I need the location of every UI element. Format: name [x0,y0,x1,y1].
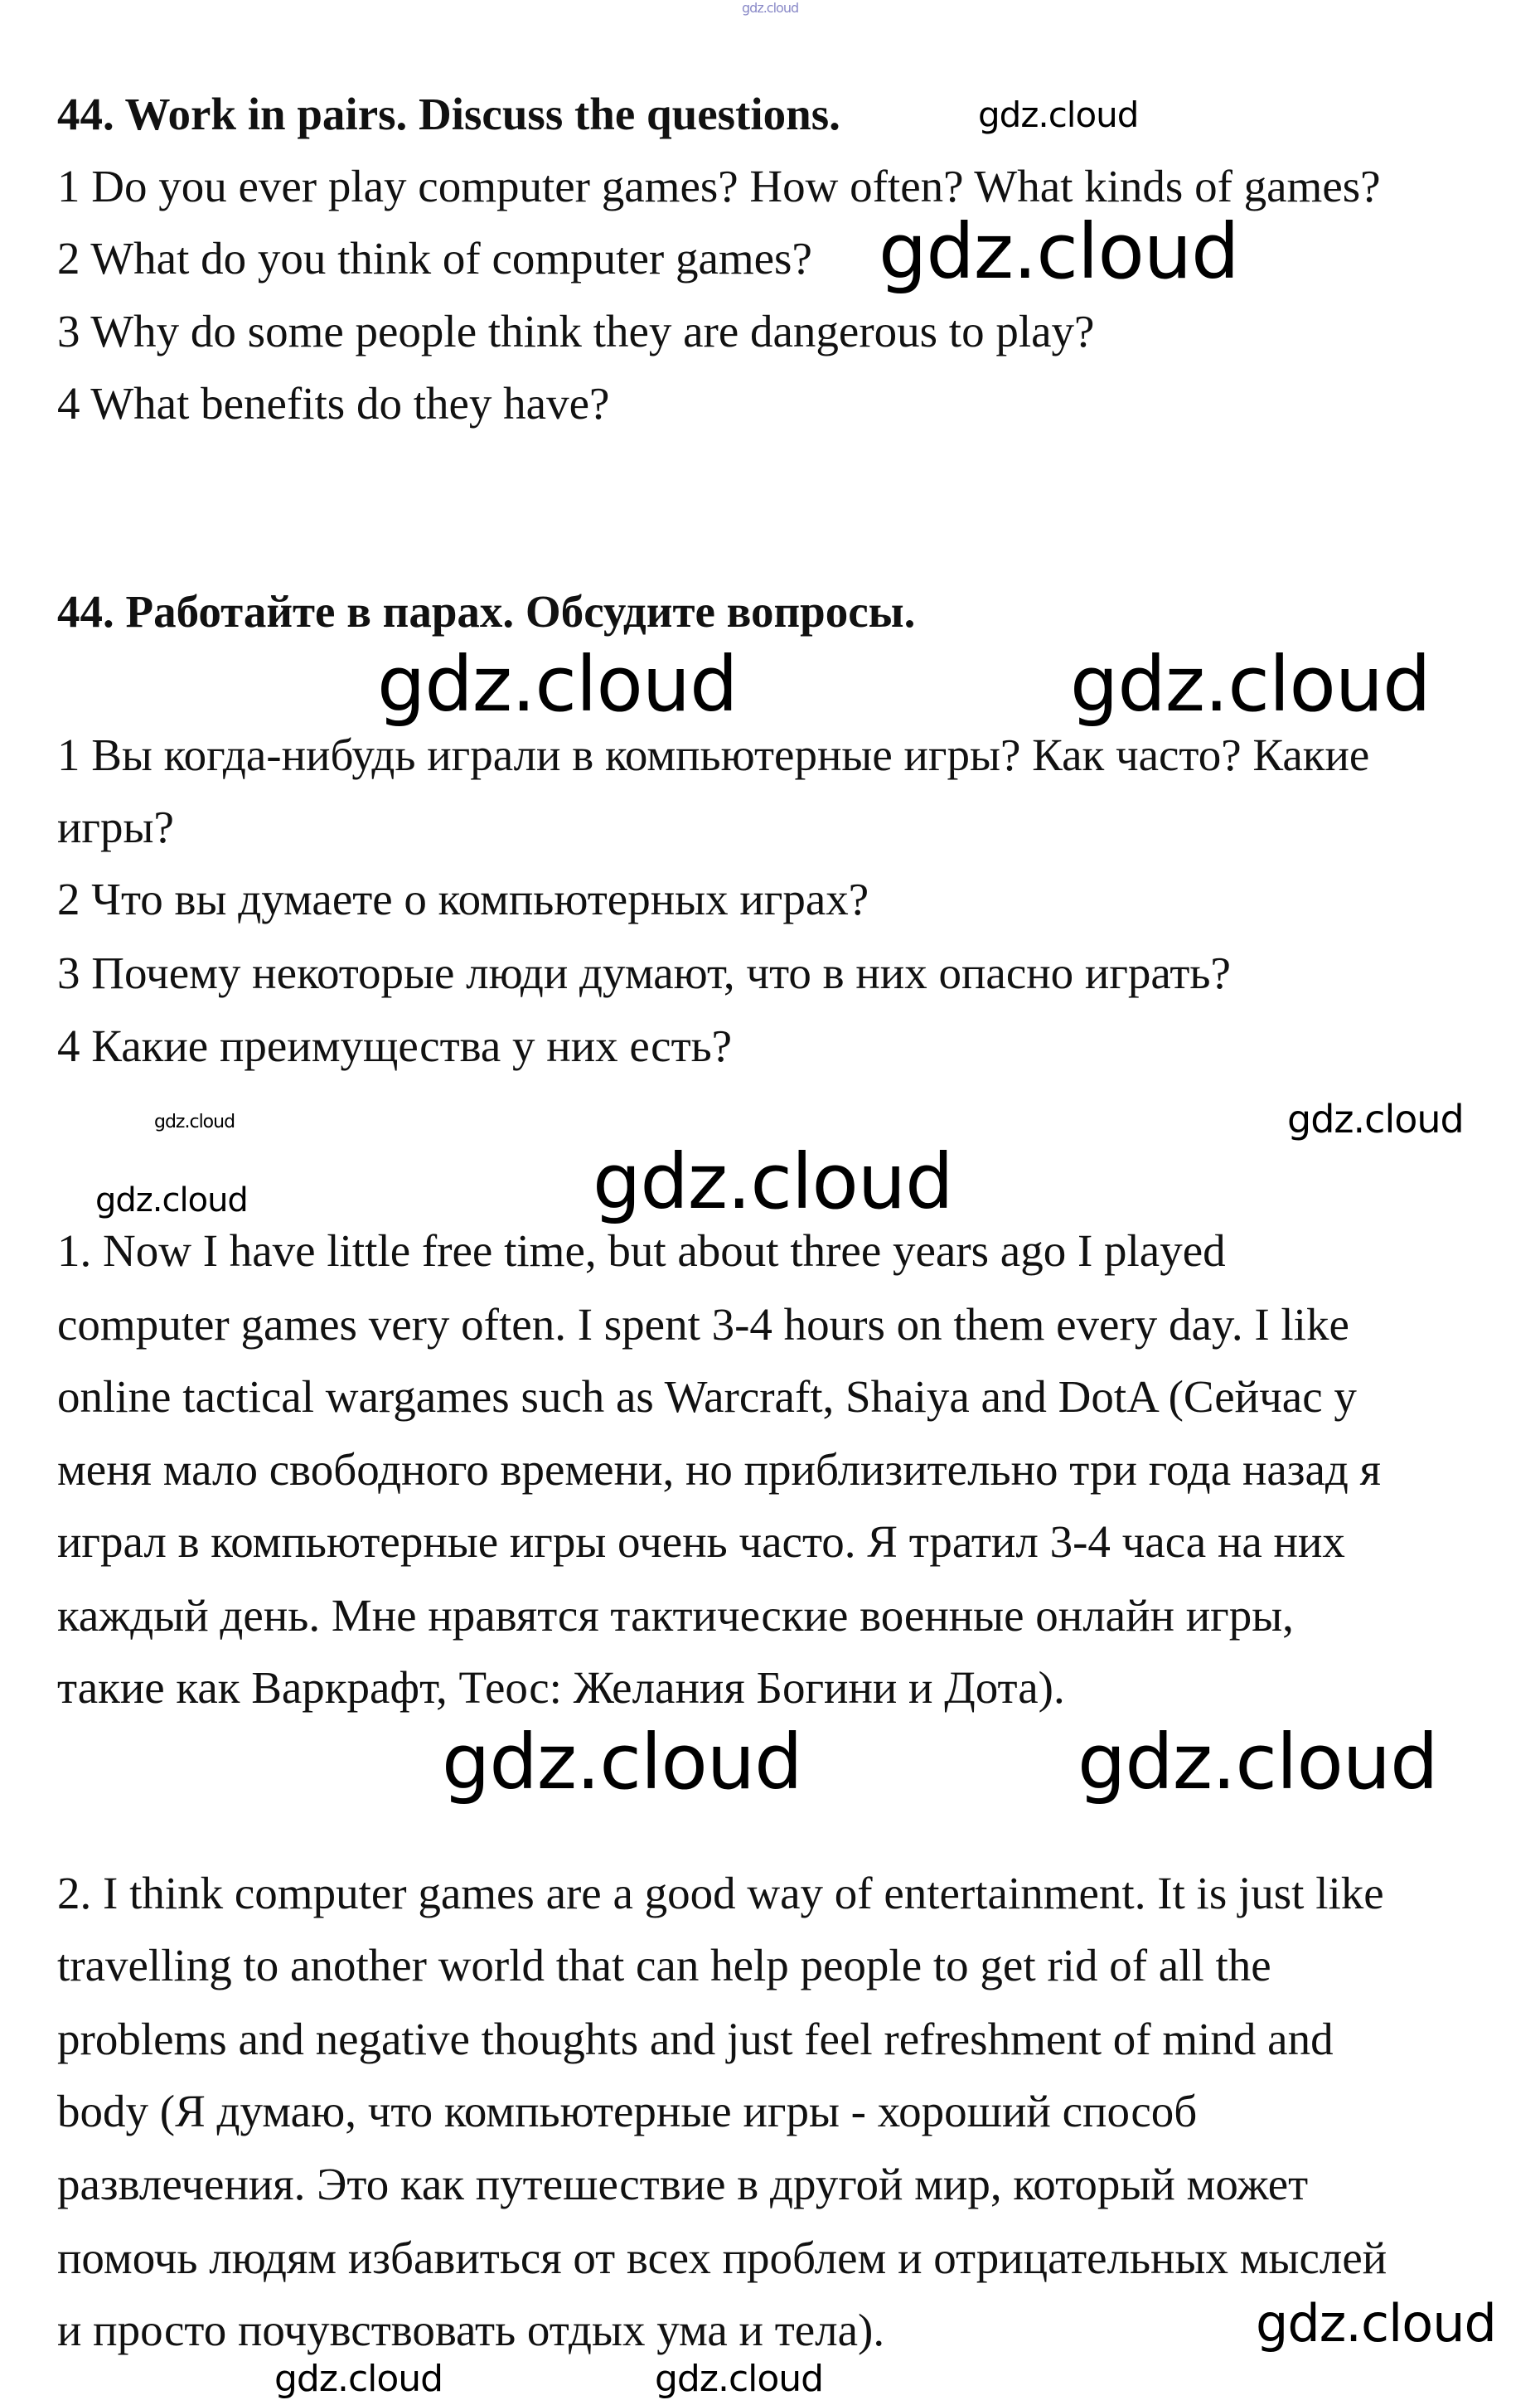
answer-line: computer games very often. I spent 3-4 hours on them every day. I like [57,1299,1349,1350]
watermark: gdz.cloud [879,207,1239,296]
answer-line: 2. I think computer games are a good way of entertainment. It is just like [57,1868,1384,1918]
watermark: gdz.cloud [593,1137,953,1226]
watermark: gdz.cloud [95,1181,248,1219]
answer-line: играл в компьютерные игры очень часто. Я тратил 3-4 часа на них [57,1516,1345,1567]
question: 3 Why do some people think they are dangerous to play? [57,306,1095,356]
answer-line: такие как Варкрафт, Теос: Желания Богини и Дота). [57,1662,1065,1713]
question: 4 What benefits do they have? [57,378,610,429]
watermark: gdz.cloud [442,1718,802,1806]
answer-line: помочь людям избавиться от всех проблем и отрицательных мыслей [57,2233,1387,2283]
answer-line: online tactical wargames such as Warcraft, Shaiya and DotA (Сейчас у [57,1371,1357,1422]
answer-line: body (Я думаю, что компьютерные игры - хороший способ [57,2086,1198,2136]
question: 2 Что вы думаете о компьютерных играх? [57,874,869,924]
watermark: gdz.cloud [1287,1097,1464,1142]
answer-line: и просто почувствовать отдых ума и тела). [57,2305,885,2355]
answer-line: каждый день. Мне нравятся тактические военные онлайн игры, [57,1590,1294,1641]
watermark: gdz.cloud [1070,640,1431,729]
header-watermark: gdz.cloud [742,0,799,16]
answer-line: problems and negative thoughts and just feel refreshment of mind and [57,2014,1334,2064]
answer-line: travelling to another world that can help people to get rid of all the [57,1940,1271,1990]
question: 3 Почему некоторые люди думают, что в них опасно играть? [57,948,1231,998]
answer-line: меня мало свободного времени, но приблизительно три года назад я [57,1444,1381,1495]
watermark: gdz.cloud [274,2358,443,2400]
task-ru-title: 44. Работайте в парах. Обсудите вопросы. [57,586,916,637]
answer-line: развлечения. Это как путешествие в другой мир, который может [57,2159,1309,2209]
watermark: gdz.cloud [377,640,738,729]
answer-line: 1. Now I have little free time, but about three years ago I played [57,1225,1226,1276]
watermark: gdz.cloud [1256,2293,1496,2354]
question: 4 Какие преимущества у них есть? [57,1021,733,1071]
question: 1 Вы когда-нибудь играли в компьютерные игры? Как часто? Какие [57,730,1370,780]
watermark: gdz.cloud [1078,1718,1438,1806]
watermark: gdz.cloud [655,2358,824,2400]
watermark: gdz.cloud [978,95,1139,135]
question: 1 Do you ever play computer games? How often? What kinds of games? [57,161,1381,211]
question: игры? [57,802,174,852]
question: 2 What do you think of computer games? [57,233,812,284]
watermark: gdz.cloud [154,1112,235,1132]
task-en-title: 44. Work in pairs. Discuss the questions. [57,89,840,139]
